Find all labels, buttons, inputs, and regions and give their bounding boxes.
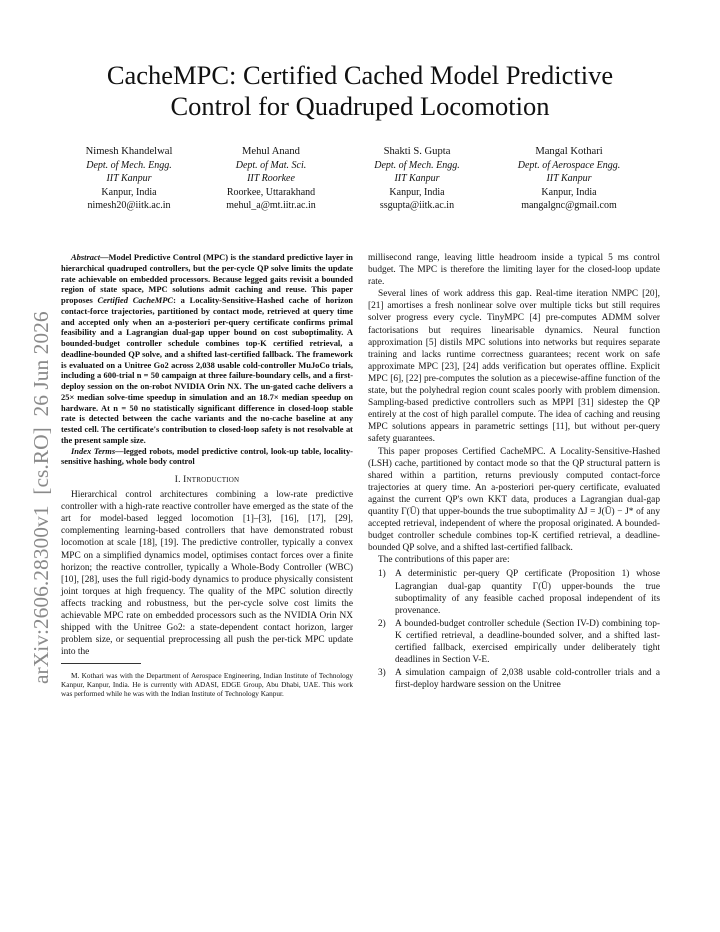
intro-paragraph: Hierarchical control architectures combining a low-rate predictive controller with a high-rate reactive controller have emerged as the state of the art for model-based legged locomotion [1]–[3], [16], [17], [29], complementing learning-based controllers that have demonstrated robust locomotion at scale [18], [19]. The predictive controller, typically a convex MPC on a simplified dynamics model, optimises contact forces over a finite horizon; the reactive controller, typically a Whole-Body Controller (WBC) [10], [28], uses the full rigid-body dynamics to produce physically consistent joint torques at high frequency. The quality of the MPC solution directly affects tracking and robustness, but the per-cycle solve cost limits the achievable MPC rate on embedded processors such as the NVIDIA Orin NX shipped with the Unitree Go2: a state-dependent contact horizon, larger problem size, or sequential preprocessing all push the per-tick MPC update into the	[61, 490, 353, 658]
index-terms	[61, 446, 353, 468]
author-inst: IIT Kanpur	[106, 173, 152, 184]
arxiv-watermark	[8, 254, 66, 684]
author-email: nimesh20@iitk.ac.in	[87, 200, 171, 211]
author-inst: IIT Roorkee	[247, 173, 295, 184]
author-name: Shakti S. Gupta	[383, 146, 451, 157]
contribution-number: 2)	[378, 618, 386, 629]
author-2	[196, 145, 346, 213]
arxiv-id-text: arXiv:2606.28300v1 [cs.RO] 26 Jun 2026	[29, 311, 53, 684]
author-name: Mangal Kothari	[535, 146, 603, 157]
author-inst: IIT Kanpur	[546, 173, 592, 184]
footnote-rule	[61, 663, 141, 664]
contributions-list	[368, 568, 660, 691]
arxiv-watermark-svg	[8, 254, 66, 684]
author-3	[342, 145, 492, 213]
paper-title	[60, 60, 660, 122]
index-terms-lead: Index Terms	[71, 445, 116, 456]
author-place: Kanpur, India	[101, 186, 157, 198]
author-email: mehul_a@mt.iitr.ac.in	[226, 200, 316, 211]
section-heading: I. Introduction	[174, 475, 240, 485]
right-column	[368, 252, 660, 692]
index-terms-text: —legged robots, model predictive control, look-up table, locality-sensitive hashing, whole body control	[61, 445, 353, 467]
left-column	[61, 252, 353, 699]
author-place: Roorkee, Uttarakhand	[226, 186, 316, 198]
contribution-number: 1)	[378, 569, 386, 580]
contribution-number: 3)	[378, 668, 386, 679]
abstract-lead: Abstract	[71, 252, 101, 262]
contribution-item	[368, 618, 660, 666]
author-name: Mehul Anand	[242, 146, 300, 157]
body-paragraph: This paper proposes Certified CacheMPC. A Locality-Sensitive-Hashed (LSH) cache, partitioned by contact mode so that the QP structural pattern is shared within a partition, returns previously computed contact-force trajectories at query time. An a-posteriori per-query certificate, evaluated against the current QP's own KKT data, produces a Lagrangian dual-gap quantity Γ(Ū) that upper-bounds the true suboptimality ΔJ = J(Ū) − J* of any accepted retrieval, independent of where the proposal originated. A bounded-budget controller schedule combines top-K certified retrieval, a deadline-bounded QP solve, and a shifted last-certified fallback.	[368, 446, 660, 554]
author-dept: Dept. of Aerospace Engg.	[517, 159, 621, 171]
abstract-text-1: —Model Predictive Control (MPC) is the standard predictive layer in hierarchical quadruped controllers, but the per-cycle QP solve limits the update rate achievable on embedded processors. Because legged gaits revisit a bounded region of state space, MPC solutions admit caching and reuse. This paper proposes	[61, 252, 353, 305]
author-email: mangalgnc@gmail.com	[521, 200, 617, 211]
body-paragraph: The contributions of this paper are:	[378, 555, 510, 566]
author-4	[489, 145, 649, 213]
author-dept: Dept. of Mech. Engg.	[86, 159, 172, 171]
author-name: Nimesh Khandelwal	[85, 146, 173, 157]
contribution-item	[368, 568, 660, 616]
body-paragraph: millisecond range, leaving little headroom inside a typical 5 ms control budget. The MPC is therefore the limiting layer for the closed-loop update rate.	[368, 253, 660, 288]
footnote: M. Kothari was with the Department of Aerospace Engineering, Indian Institute of Technology Kanpur, Kanpur, India. He is currently with ADASI, EDGE Group, Abu Dhabi, UAE. This work was performed while he was with the Indian Institute of Technology Kanpur.	[61, 672, 353, 698]
contribution-text: A simulation campaign of 2,038 usable cold-controller trials and a first-deploy hardware session on the Unitree	[395, 668, 660, 691]
abstract-method-name: Certified CacheMPC	[97, 295, 174, 305]
author-dept: Dept. of Mat. Sci.	[235, 159, 307, 171]
author-1	[54, 145, 204, 213]
body-paragraph: Several lines of work address this gap. Real-time iteration NMPC [20], [21] amortises a fresh nonlinear solve over multiple ticks but still requires solver progress every cycle. TinyMPC [4] pre-computes ADMM solver factorisations but requires linearisable dynamics. Neural function approximation [5] distils MPC solutions into networks but requires separate training and lacks runtime correctness guarantees; recent work on safe approximate MPC [23], [24] adds verification but operates offline. Explicit MPC [6], [22] pre-computes the solution as a piecewise-affine function of the state, but the polyhedral region count scales poorly with problem dimension. Sampling-based predictive controllers such as MPPI [31] sidestep the QP entirely at the cost of high parallel compute. The idea of caching and reusing MPC solutions appears in parametric settings [11], but without per-query safety guarantees.	[368, 289, 660, 445]
title-line-1: CacheMPC: Certified Cached Model Predictive	[106, 60, 614, 90]
abstract-text-2: : a Locality-Sensitive-Hashed cache of horizon contact-force trajectories, partitioned by contact mode, retrieved at query time and accepted only when an a-posteriori per-query certificate confirms primal feasibility and a Lagrangian dual-gap upper bound on cost suboptimality. A bounded-budget controller schedule combines top-K certified retrieval, a deadline-bounded QP solve, and a shifted last-certified fallback. The framework is evaluated on a Unitree Go2 across 2,038 usable cold-controller MuJoCo trials, including a 600-trial n = 50 campaign at three failure-boundary cells, and a first-deploy session on the on-robot NVIDIA Orin NX. The un-gated cache delivers a 25× median solve-time speedup in simulation and an 18.7× median speedup on hardware. At n = 50 no statistically significant difference in closed-loop stable rate is detected between the cache variants and the no-cache baseline at any tested cell. The certificate's contribution to closed-loop safety is not resolvable at the present sample size.	[61, 295, 354, 445]
contribution-text: A bounded-budget controller schedule (Section IV-D) combining top-K certified retrieval, a deadline-bounded solver, and a shifted last-certified fallback, exercised empirically under deliberately tight deadlines in Section V-E.	[395, 618, 660, 666]
author-email: ssgupta@iitk.ac.in	[379, 200, 455, 211]
title-line-2: Control for Quadruped Locomotion	[170, 91, 550, 121]
author-place: Kanpur, India	[541, 186, 597, 198]
abstract	[61, 252, 353, 446]
author-dept: Dept. of Mech. Engg.	[374, 159, 460, 171]
author-inst: IIT Kanpur	[394, 173, 440, 184]
author-place: Kanpur, India	[389, 186, 445, 198]
contribution-item	[368, 667, 660, 691]
contribution-text: A deterministic per-query QP certificate (Proposition 1) whose Lagrangian dual-gap quantity Γ(Ū) upper-bounds the true suboptimality of any feasible cached proposal independent of its provenance.	[395, 569, 660, 616]
